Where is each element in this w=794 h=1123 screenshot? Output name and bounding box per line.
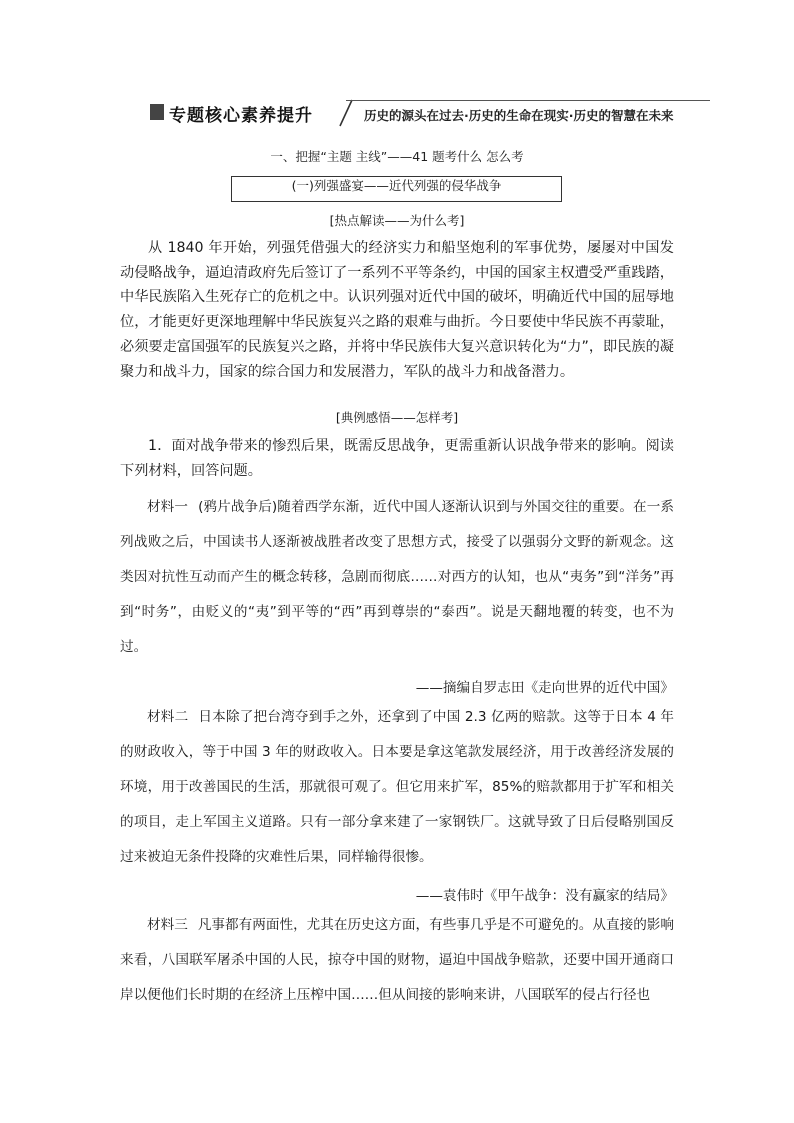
material-label: 材料三 [147, 917, 188, 933]
header-square-icon [150, 104, 164, 120]
section-title: 一、把握“主题 主线”——41 题考什么 怎么考 [270, 149, 524, 164]
hot-topic-label: [热点解读——为什么考] [329, 213, 465, 228]
boxed-topic-title: (一)列强盛宴——近代列强的侵华战争 [231, 176, 562, 202]
intro-paragraph: 从 1840 年开始，列强凭借强大的经济实力和船坚炮利的军事优势，屡屡对中国发动侵略战争，逼迫清政府先后签订了一系列不平等条约，中国的国家主权遭受严重践踏，中华民族陷入生死存亡的危机之中。认识列强对近代中国的破坏，明确近代中国的屈辱地位，才能更好更深地理解中华民族复兴之路的艰难与曲折。今日要使中华民族不再蒙耻，必须要走富国强军的民族复兴之路，并将中华民族伟大复兴意识转化为“力”，即民族的凝聚力和战斗力，国家的综合国力和发展潜力，军队的战斗力和战备潜力。 [120, 240, 674, 380]
page-header [150, 98, 710, 132]
material-label: 材料一 [147, 499, 189, 515]
material-source: ——摘编自罗志田《走向世界的近代中国》 [415, 680, 674, 696]
example-label: [典例感悟——怎样考] [335, 410, 459, 425]
header-title: 专题核心素养提升 [169, 106, 313, 126]
material-label: 材料二 [147, 709, 189, 725]
material-source: ——袁伟时《甲午战争：没有赢家的结局》 [415, 888, 674, 904]
material-text: 日本除了把台湾夺到手之外，还拿到了中国 2.3 亿两的赔款。这等于日本 4 年的财政收入，等于中国 3 年的财政收入。日本要是拿这笔款发展经济，用于改善经济发展的环境，用于改善国民的生活，那就很可观了。但它用来扩军，85%的赔款都用于扩军和相关的项目，走上军国主义道路。只有一部分拿来建了一家钢铁厂。这就导致了日后侵略别国反过来被迫无条件投降的灾难性后果，同样输得很惨。 [120, 709, 674, 865]
header-motto: 历史的源头在过去·历史的生命在现实·历史的智慧在未来 [364, 108, 674, 123]
material-text: (鸦片战争后)随着西学东渐，近代中国人逐渐认识到与外国交往的重要。在一系列战败之后，中国读书人逐渐被战胜者改变了思想方式，接受了以强弱分文野的新观念。这类因对抗性互动而产生的概念转移，急剧而彻底……对西方的认知，也从“夷务”到“洋务”再到“时务”，由贬义的“夷”到平等的“西”再到尊崇的“泰西”。说是天翻地覆的转变，也不为过。 [120, 499, 675, 655]
material-2 [120, 700, 674, 875]
header-slash-divider [336, 98, 356, 128]
header-rule [346, 100, 710, 101]
material-text: 凡事都有两面性，尤其在历史这方面，有些事几乎是不可避免的。从直接的影响来看，八国联军屠杀中国的人民，掠夺中国的财物，逼迫中国战争赔款，还要中国开通商口岸以便他们长时期的在经济上压榨中国……但从间接的影响来讲，八国联军的侵占行径也 [120, 917, 675, 1003]
material-3 [120, 908, 674, 1013]
material-1 [120, 490, 674, 665]
question-text: 1．面对战争带来的惨烈后果，既需反思战争，更需重新认识战争带来的影响。阅读下列材料，回答问题。 [120, 438, 674, 479]
